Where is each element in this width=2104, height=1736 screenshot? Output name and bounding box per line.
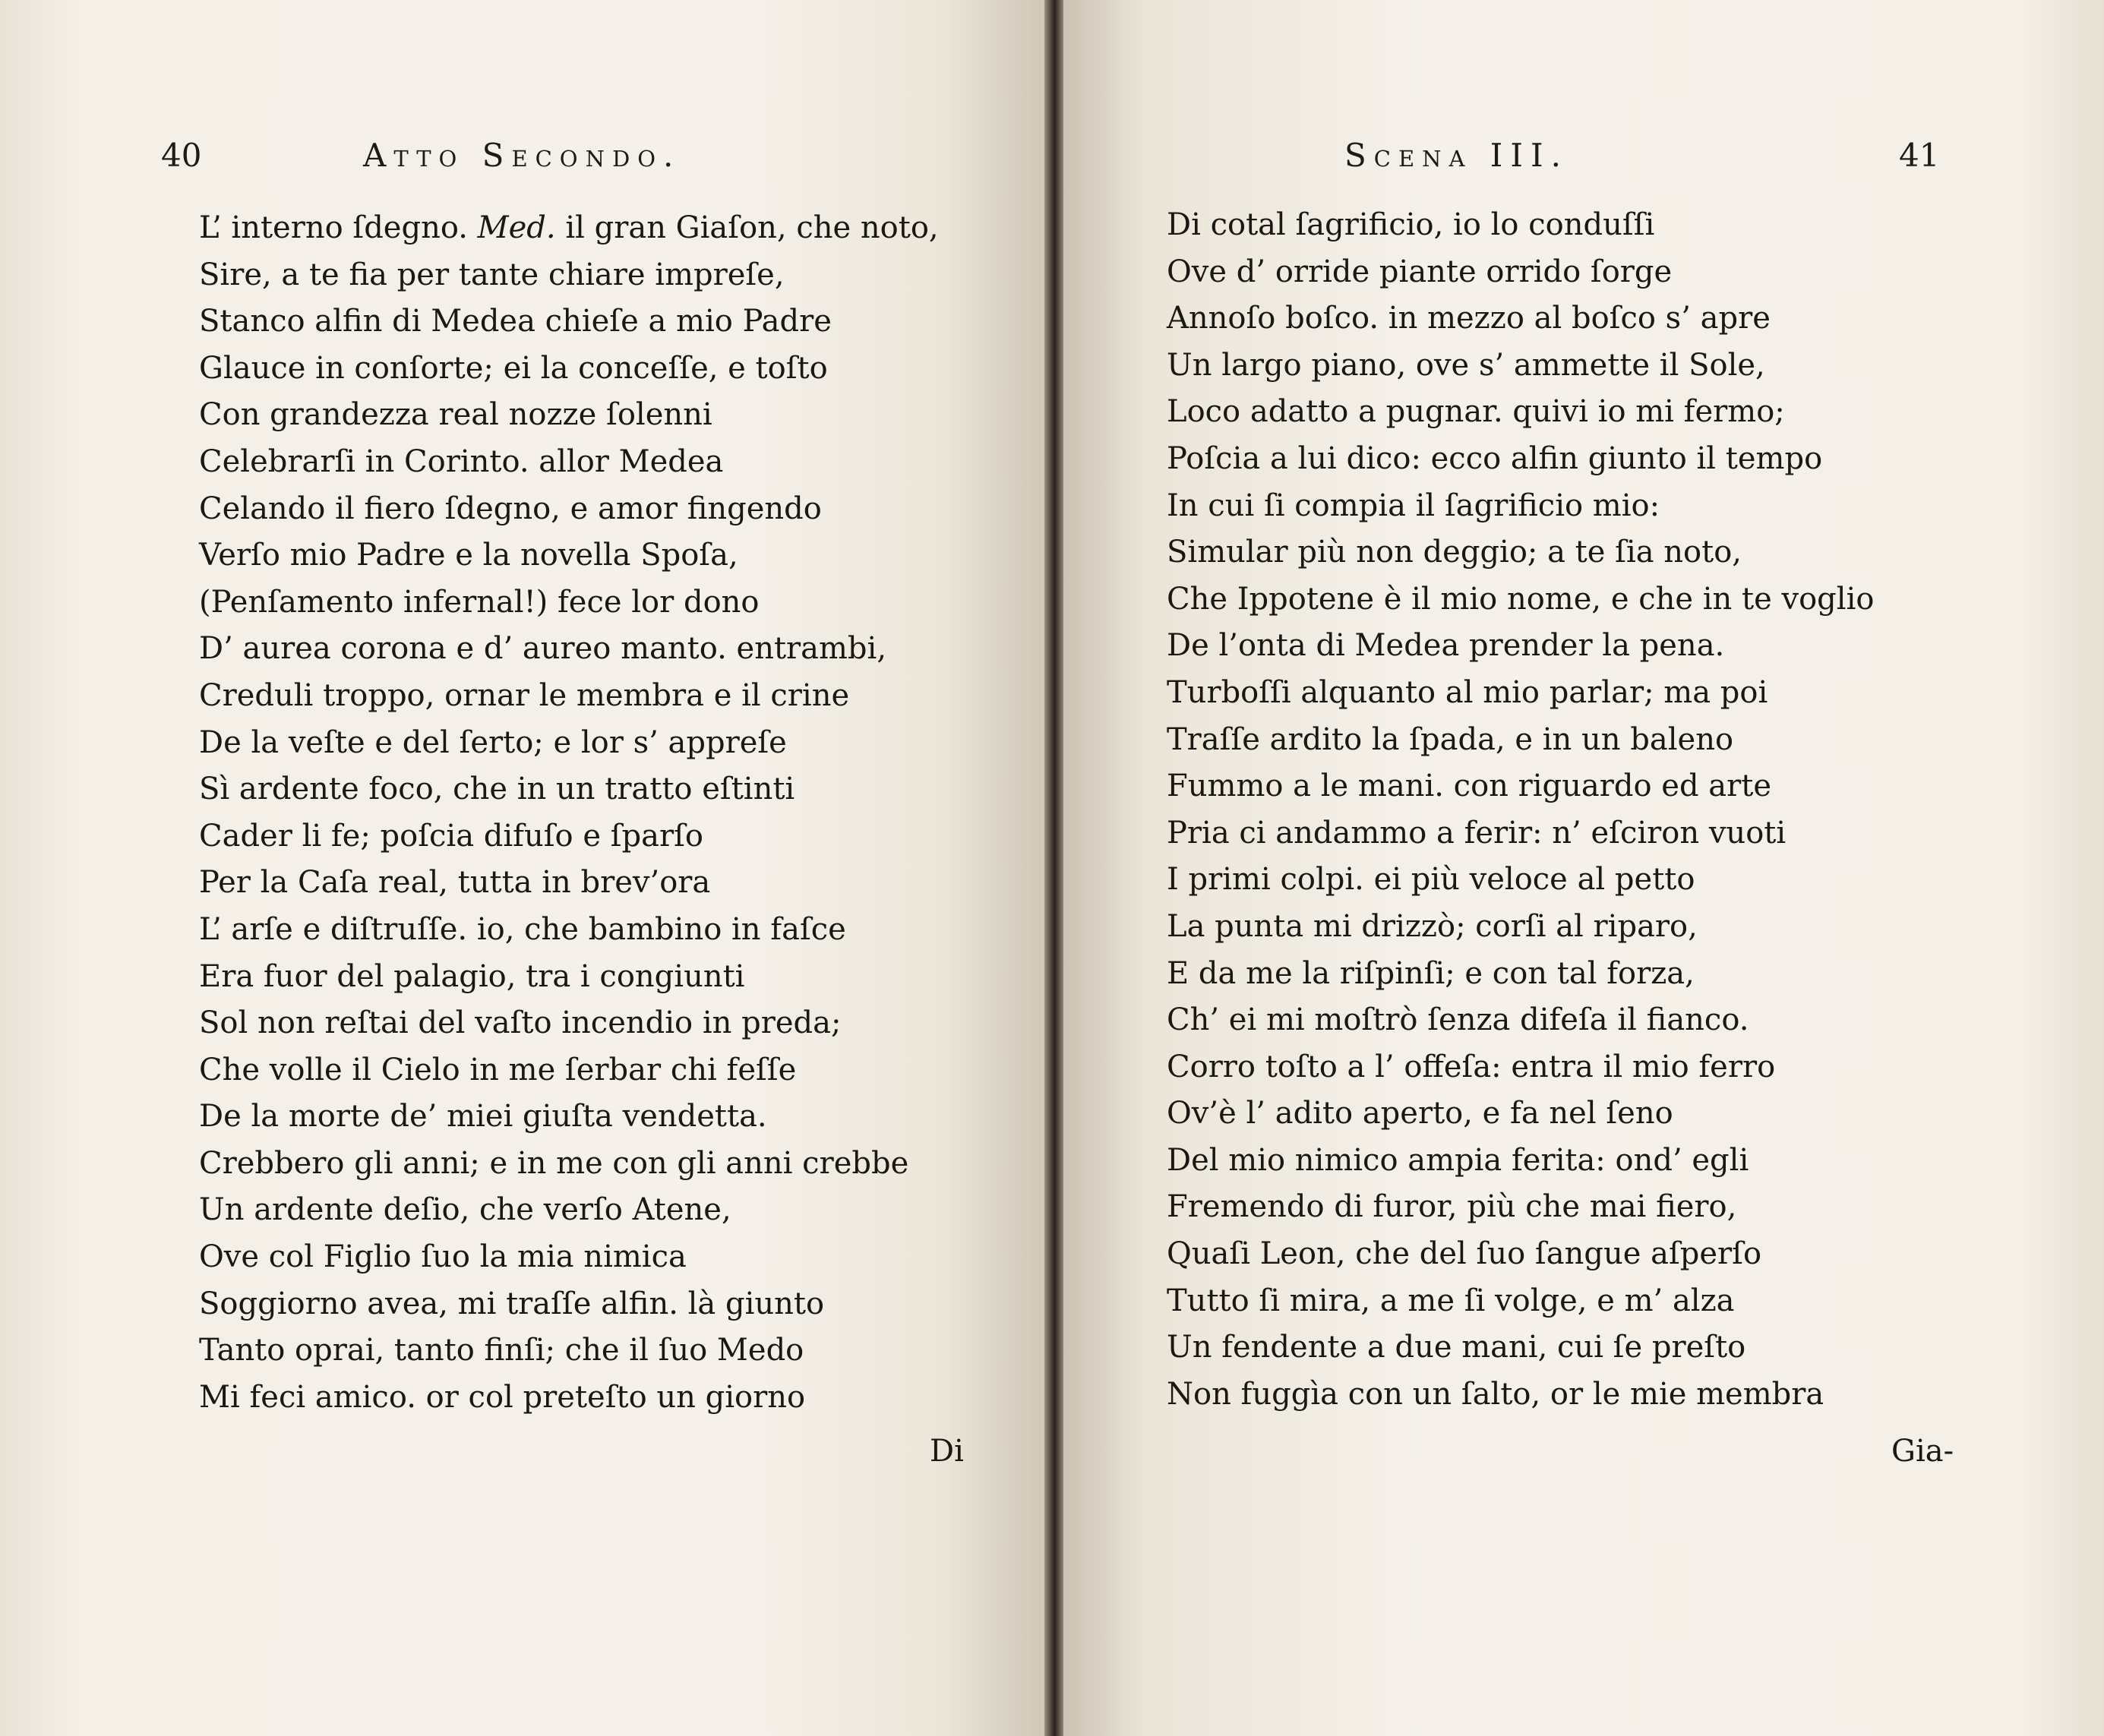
verse-line: Ch’ ei mi moſtrò ſenza difeſa il fianco. bbox=[1167, 1002, 1749, 1038]
verse-line: La punta mi drizzò; corſi al riparo, bbox=[1167, 908, 1698, 944]
verse-line: Celando il fiero ſdegno, e amor fingendo bbox=[199, 491, 822, 526]
verse-line: Turboſſi alquanto al mio parlar; ma poi bbox=[1167, 674, 1768, 710]
verse-line: Che Ippotene è il mio nome, e che in te voglio bbox=[1167, 581, 1875, 617]
verse-line: Ov’è l’ adito aperto, e fa nel ſeno bbox=[1167, 1096, 1673, 1132]
left-running-head: Atto Secondo. bbox=[363, 137, 681, 174]
verse-line: Fremendo di furor, più che mai fiero, bbox=[1167, 1189, 1737, 1225]
verse-line: Ove d’ orride piante orrido ſorge bbox=[1167, 254, 1673, 289]
verse-line: Celebrarſi in Corinto. allor Medea bbox=[199, 443, 724, 479]
verse-line: (Penſamento infernal!) fece lor dono bbox=[199, 584, 760, 620]
verse-line: D’ aurea corona e d’ aureo manto. entrambi, bbox=[199, 631, 887, 667]
verse-line: Corro toſto a l’ offeſa: entra il mio ferro bbox=[1167, 1049, 1776, 1084]
verse-line: Cader li fe; poſcia difuſo e ſparſo bbox=[199, 818, 704, 854]
verse-line: Traſſe ardito la ſpada, e in un baleno bbox=[1167, 721, 1734, 757]
verse-line: Mi feci amico. or col preteſto un giorno bbox=[199, 1379, 806, 1415]
verse-line: Che volle il Cielo in me ſerbar chi feſſe bbox=[199, 1052, 797, 1087]
right-verse-block bbox=[1167, 202, 1874, 1418]
verse-line: Soggiorno avea, mi traſſe alfin. là giunto bbox=[199, 1286, 825, 1321]
verse-line: Sol non reſtai del vaſto incendio in preda; bbox=[199, 1005, 842, 1041]
speaker-label: Med. bbox=[477, 210, 556, 245]
verse-line: Sì ardente foco, che in un tratto eſtinti bbox=[199, 772, 795, 807]
right-running-head: Scena III. bbox=[1344, 137, 1569, 174]
verse-line: Verſo mio Padre e la novella Spoſa, bbox=[199, 538, 738, 573]
verse-line: Tutto ſi mira, a me ſi volge, e m’ alza bbox=[1167, 1283, 1735, 1318]
verse-line: Loco adatto a pugnar. quivi io mi fermo; bbox=[1167, 394, 1785, 430]
right-page-number: 41 bbox=[1899, 137, 1940, 174]
left-catchword: Di bbox=[930, 1434, 964, 1469]
verse-line-continuation: il gran Giaſon, che noto, bbox=[565, 210, 939, 245]
verse-line: Sire, a te fia per tante chiare impreſe, bbox=[199, 257, 785, 292]
verse-line: Era fuor del palagio, tra i congiunti bbox=[199, 958, 745, 994]
verse-line: Quaſi Leon, che del ſuo ſangue aſperſo bbox=[1167, 1236, 1762, 1272]
verse-line: Con grandezza real nozze ſolenni bbox=[199, 397, 712, 433]
verse-line: Crebbero gli anni; e in me con gli anni crebbe bbox=[199, 1145, 909, 1181]
verse-line-text: L’ interno ſdegno. bbox=[199, 210, 468, 245]
verse-line: Tanto oprai, tanto finſi; che il ſuo Medo bbox=[199, 1333, 804, 1368]
verse-line: L’ arſe e diſtruſſe. io, che bambino in faſce bbox=[199, 911, 846, 947]
verse-line: Glauce in conſorte; ei la conceſſe, e toſto bbox=[199, 350, 828, 386]
verse-line: De la veſte e del ſerto; e lor s’ appreſe bbox=[199, 724, 787, 760]
verse-line: De l’onta di Medea prender la pena. bbox=[1167, 628, 1725, 664]
left-verse-block bbox=[199, 205, 939, 1421]
verse-line: Di cotal ſagrificio, io lo conduſſi bbox=[1167, 207, 1655, 242]
right-catchword: Gia- bbox=[1891, 1434, 1954, 1469]
left-page-number: 40 bbox=[161, 137, 202, 174]
verse-line: Pria ci andammo a ferir: n’ eſciron vuoti bbox=[1167, 815, 1787, 851]
verse-line: Non fuggìa con un ſalto, or le mie membra bbox=[1167, 1376, 1824, 1412]
verse-line: Creduli troppo, ornar le membra e il crine bbox=[199, 677, 850, 713]
verse-line bbox=[199, 205, 939, 252]
book-gutter bbox=[1044, 0, 1063, 1736]
verse-line: Per la Caſa real, tutta in brev’ora bbox=[199, 865, 711, 901]
show-through-text-right bbox=[1063, 205, 1162, 1496]
verse-line: I primi colpi. ei più veloce al petto bbox=[1167, 862, 1695, 898]
verse-line: E da me la riſpinſi; e con tal forza, bbox=[1167, 955, 1695, 991]
verse-line: Annoſo boſco. in mezzo al boſco s’ apre bbox=[1167, 301, 1771, 336]
verse-line: De la morte de’ miei giuſta vendetta. bbox=[199, 1099, 767, 1135]
verse-line: Poſcia a lui dico: ecco alfin giunto il tempo bbox=[1167, 440, 1823, 476]
verse-line: In cui ſi compia il ſagrificio mio: bbox=[1167, 488, 1660, 523]
verse-line: Un fendente a due mani, cui ſe preſto bbox=[1167, 1330, 1746, 1365]
verse-line: Un largo piano, ove s’ ammette il Sole, bbox=[1167, 347, 1765, 383]
verse-line: Simular più non deggio; a te ſia noto, bbox=[1167, 535, 1742, 570]
verse-line: Stanco alfin di Medea chieſe a mio Padre bbox=[199, 304, 832, 339]
verse-line: Del mio nimico ampia ferita: ond’ egli bbox=[1167, 1142, 1749, 1178]
verse-line: Fummo a le mani. con riguardo ed arte bbox=[1167, 769, 1771, 804]
verse-line: Ove col Figlio ſuo la mia nimica bbox=[199, 1239, 687, 1275]
verse-line: Un ardente deſio, che verſo Atene, bbox=[199, 1192, 731, 1228]
